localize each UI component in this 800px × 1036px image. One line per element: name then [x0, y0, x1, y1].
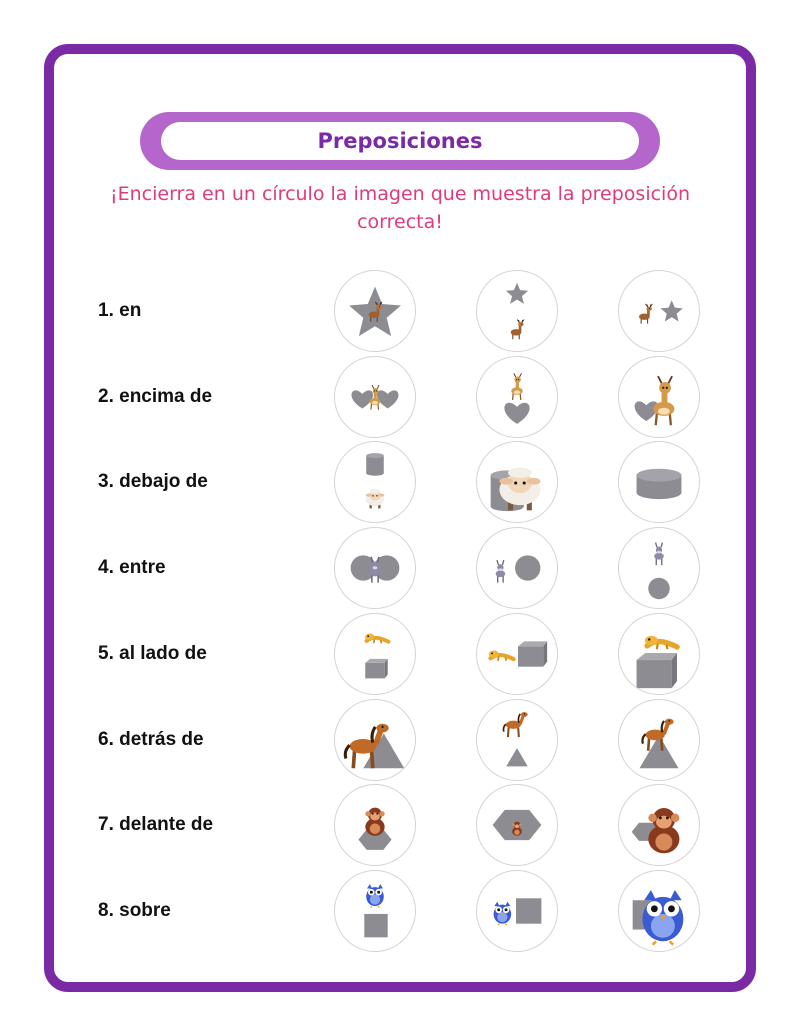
answer-option-horse-on-triangle[interactable]: [618, 699, 700, 781]
option-illustration: [477, 871, 557, 951]
answer-option-deer-between-hearts[interactable]: [334, 356, 416, 438]
answer-option-deer-in-star[interactable]: [334, 270, 416, 352]
answer-option-sheep-in-front-of-cylinder[interactable]: [476, 441, 558, 523]
option-illustration: [619, 528, 699, 608]
answer-option-owl-beside-square[interactable]: [476, 870, 558, 952]
question-label: 3. debajo de: [98, 471, 208, 493]
question-label: 1. en: [98, 300, 142, 321]
option-illustration: [477, 700, 557, 780]
option-illustration: [619, 271, 699, 351]
option-illustration: [619, 700, 699, 780]
option-illustration: [335, 271, 415, 351]
answer-option-donkey-between-circles[interactable]: [334, 527, 416, 609]
option-illustration: [477, 271, 557, 351]
option-illustration: [619, 357, 699, 437]
option-illustration: [477, 442, 557, 522]
answer-option-horse-above-triangle[interactable]: [476, 699, 558, 781]
answer-option-sheep-behind-cylinder[interactable]: [618, 441, 700, 523]
answer-option-donkey-beside-circle[interactable]: [476, 527, 558, 609]
option-illustration: [335, 614, 415, 694]
answer-option-monkey-in-hexagon[interactable]: [476, 784, 558, 866]
answer-option-owl-in-front-of-square[interactable]: [618, 870, 700, 952]
answer-option-deer-beside-star[interactable]: [618, 270, 700, 352]
question-label: 4. entre: [98, 557, 166, 579]
option-illustration: [477, 528, 557, 608]
option-illustration: [335, 442, 415, 522]
option-illustration: [477, 614, 557, 694]
option-illustration: [335, 700, 415, 780]
answer-option-cylinder-above-sheep[interactable]: [334, 441, 416, 523]
option-illustration: [619, 614, 699, 694]
option-illustration: [335, 357, 415, 437]
option-illustration: [335, 871, 415, 951]
answer-option-big-deer-beside-heart[interactable]: [618, 356, 700, 438]
answer-option-deer-on-heart[interactable]: [476, 356, 558, 438]
answer-option-horse-in-front-of-triangle[interactable]: [334, 699, 416, 781]
answer-option-donkey-above-circle[interactable]: [618, 527, 700, 609]
option-illustration: [335, 528, 415, 608]
question-label: 6. detrás de: [98, 728, 204, 750]
question-label: 5. al lado de: [98, 642, 207, 664]
answer-option-lizard-beside-cube[interactable]: [476, 613, 558, 695]
title-banner: [140, 112, 660, 170]
page-title: Preposiciones: [161, 122, 639, 160]
answer-option-lizard-above-cube[interactable]: [334, 613, 416, 695]
option-illustration: [619, 871, 699, 951]
option-illustration: [477, 785, 557, 865]
answer-option-owl-above-square[interactable]: [334, 870, 416, 952]
answer-option-monkey-beside-hexagon[interactable]: [618, 784, 700, 866]
instruction-text: ¡Encierra en un círculo la imagen que muestra la preposición correcta!: [110, 183, 690, 233]
question-label: 2. encima de: [98, 385, 213, 407]
answer-option-lizard-on-cube[interactable]: [618, 613, 700, 695]
option-illustration: [477, 357, 557, 437]
option-illustration: [619, 442, 699, 522]
answer-option-star-above-deer[interactable]: [476, 270, 558, 352]
question-label: 8. sobre: [98, 899, 171, 921]
option-illustration: [619, 785, 699, 865]
answer-option-monkey-in-front-of-hexagon[interactable]: [334, 784, 416, 866]
option-illustration: [335, 785, 415, 865]
question-label: 7. delante de: [98, 814, 214, 836]
